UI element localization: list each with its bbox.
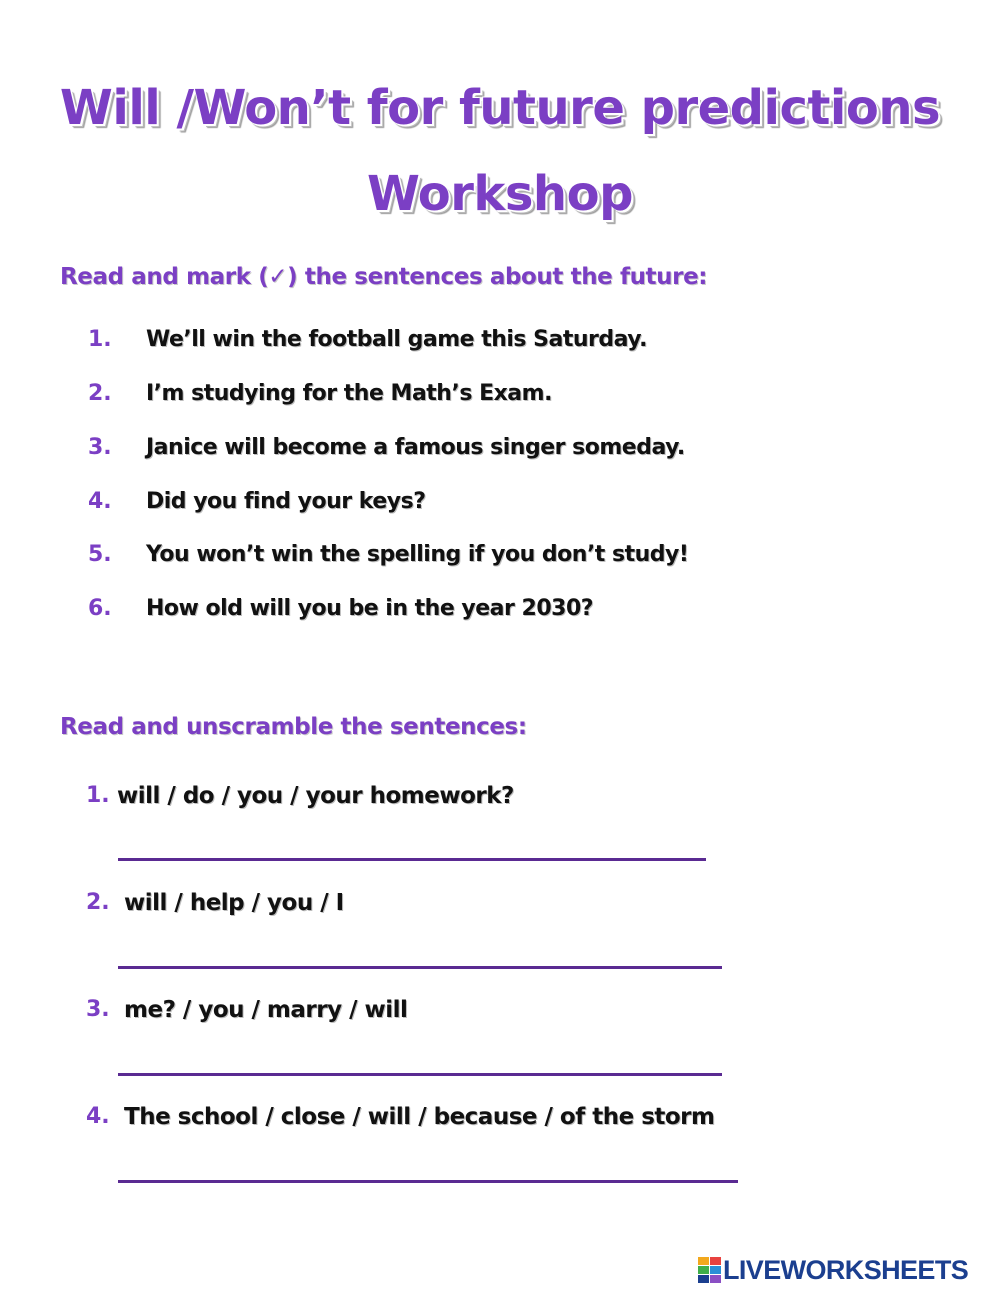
logo-icon [698,1257,720,1283]
answer-line[interactable] [118,1073,722,1076]
scrambled-words: will / do / you / your homework? [117,783,514,809]
item-number: 2. [86,890,110,915]
answer-line[interactable] [118,966,722,969]
item-sentence: I’m studying for the Math’s Exam. [146,381,552,406]
item-number: 5. [88,542,112,567]
item-number: 2. [88,381,112,406]
item-number: 3. [86,997,110,1022]
answer-line[interactable] [118,1180,738,1183]
page-subtitle: Workshop [367,166,633,222]
brand-name: LIVEWORKSHEETS [723,1254,969,1285]
section-heading-unscramble: Read and unscramble the sentences: [60,714,527,740]
item-sentence: We’ll win the football game this Saturday. [146,327,647,352]
item-number: 4. [86,1104,110,1129]
scrambled-words: will / help / you / I [124,890,344,916]
answer-line[interactable] [118,858,706,861]
liveworksheets-logo [698,1253,968,1287]
item-sentence: Did you find your keys? [146,489,426,514]
item-number: 4. [88,489,112,514]
scrambled-words: me? / you / marry / will [124,997,408,1023]
section-heading-mark: Read and mark (✓) the sentences about the future: [60,264,708,290]
page-title: Will /Won’t for future predictions [59,80,941,136]
item-number: 6. [88,596,112,621]
item-number: 3. [88,435,112,460]
item-number: 1. [88,327,112,352]
item-sentence: You won’t win the spelling if you don’t study! [146,542,689,567]
item-sentence: Janice will become a famous singer someday. [146,435,685,460]
item-number: 1. [86,783,110,808]
item-sentence: How old will you be in the year 2030? [146,596,594,621]
scrambled-words: The school / close / will / because / of the storm [124,1104,715,1130]
